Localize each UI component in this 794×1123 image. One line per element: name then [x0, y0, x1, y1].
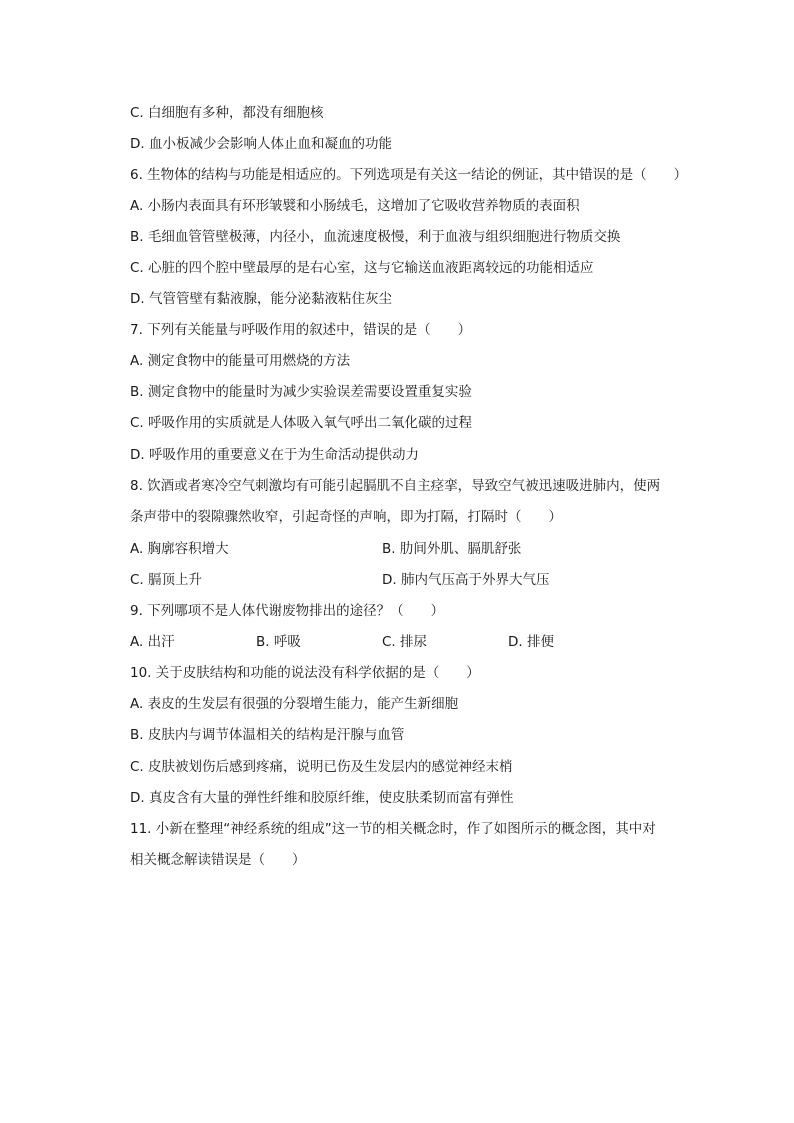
q6-option-c: C. 心脏的四个腔中壁最厚的是右心室，这与它输送血液距离较远的功能相适应 — [130, 260, 594, 276]
q7-option-b: B. 测定食物中的能量时为减少实验误差需要设置重复实验 — [130, 384, 472, 400]
q8-option-a: A. 胸廓容积增大 — [130, 541, 229, 557]
q10-option-d: D. 真皮含有大量的弹性纤维和胶原纤维，使皮肤柔韧而富有弹性 — [130, 790, 514, 806]
q8-option-c: C. 膈顶上升 — [130, 572, 203, 588]
q6-option-d: D. 气管管壁有黏液腺，能分泌黏液粘住灰尘 — [130, 291, 392, 307]
q5-option-c: C. 白细胞有多种，都没有细胞核 — [130, 105, 324, 121]
q6-option-a: A. 小肠内表面具有环形皱襞和小肠绒毛，这增加了它吸收营养物质的表面积 — [130, 198, 580, 214]
q7-option-a: A. 测定食物中的能量可用燃烧的方法 — [130, 353, 351, 369]
q10-option-b: B. 皮肤内与调节体温相关的结构是汗腺与血管 — [130, 727, 405, 743]
q5-option-d: D. 血小板减少会影响人体止血和凝血的功能 — [130, 136, 392, 152]
q10-option-a: A. 表皮的生发层有很强的分裂增生能力，能产生新细胞 — [130, 696, 459, 712]
q11-stem-line-1: 11. 小新在整理“神经系统的组成”这一节的相关概念时，作了如图所示的概念图，其中对 — [130, 821, 656, 837]
q11-stem-line-2: 相关概念解读错误是（ ） — [130, 852, 306, 868]
q9-option-c: C. 排尿 — [382, 634, 428, 650]
q8-option-d: D. 肺内气压高于外界大气压 — [382, 572, 550, 588]
q6-option-b: B. 毛细血管管壁极薄，内径小，血流速度极慢，利于血液与组织细胞进行物质交换 — [130, 229, 621, 245]
q10-option-c: C. 皮肤被划伤后感到疼痛，说明已伤及生发层内的感觉神经末梢 — [130, 759, 513, 775]
q8-stem-line-2: 条声带中的裂隙骤然收窄，引起奇怪的声响，即为打隔，打隔时（ ） — [130, 509, 562, 525]
q6-stem: 6. 生物体的结构与功能是相适应的。下列选项是有关这一结论的例证，其中错误的是（ ） — [130, 167, 688, 183]
q9-option-b: B. 呼吸 — [256, 634, 301, 650]
q7-stem: 7. 下列有关能量与呼吸作用的叙述中，错误的是（ ） — [130, 322, 472, 338]
q9-option-d: D. 排便 — [508, 634, 554, 650]
q10-stem: 10. 关于皮肤结构和功能的说法没有科学依据的是（ ） — [130, 665, 480, 681]
q7-option-c: C. 呼吸作用的实质就是人体吸入氧气呼出二氧化碳的过程 — [130, 415, 473, 431]
q7-option-d: D. 呼吸作用的重要意义在于为生命活动提供动力 — [130, 447, 419, 463]
q9-stem: 9. 下列哪项不是人体代谢废物排出的途径？（ ） — [130, 603, 445, 619]
q8-stem-line-1: 8. 饮酒或者寒冷空气刺激均有可能引起膈肌不自主痉挛，导致空气被迅速吸进肺内，使两 — [130, 478, 661, 494]
q8-option-b: B. 肋间外肌、膈肌舒张 — [382, 541, 522, 557]
q9-option-a: A. 出汗 — [130, 634, 175, 650]
